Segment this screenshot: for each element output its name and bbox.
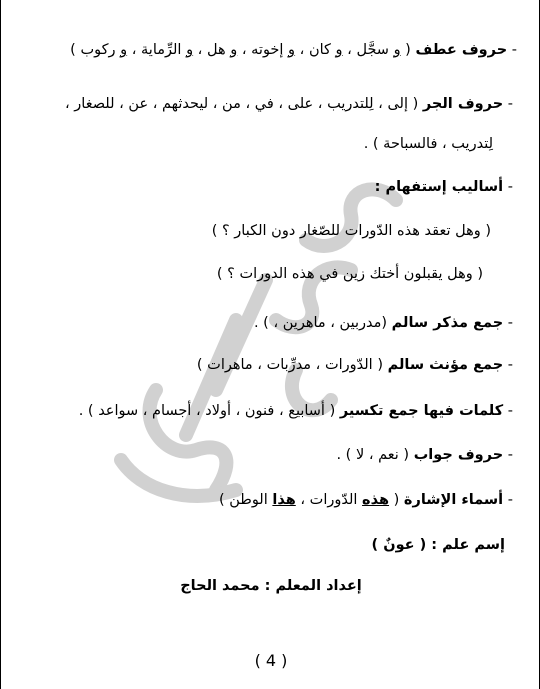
underlined-letter: لِ — [488, 136, 493, 152]
conjunctions-line — [70, 40, 517, 60]
conjunctions-label: حروف عطف — [415, 42, 508, 58]
masc-plural-line — [254, 313, 513, 333]
watermark-signature — [96, 160, 426, 530]
dash: - — [503, 447, 513, 463]
fem-plural-label: جمع مؤنث سالم — [387, 357, 504, 373]
question-1: ( وهل تعقد هذه الدّورات للصّغار دون الكبار ؟ ) — [211, 223, 491, 239]
demonstratives-line — [219, 490, 513, 510]
dash: - — [503, 357, 513, 373]
text: إخوته ، — [237, 42, 289, 58]
text: ( — [400, 42, 416, 58]
broken-plural-label: كلمات فيها جمع تكسير — [339, 403, 504, 419]
underlined-word: و — [335, 42, 343, 58]
prepared-by: إعداد المعلم : محمد الحاج — [180, 578, 362, 594]
text: تدريب ، فالسباحة ) . — [363, 136, 489, 152]
dash: - — [503, 315, 513, 331]
underlined-word: و — [120, 42, 128, 58]
dash: - — [503, 403, 513, 419]
proper-noun-label: إسم علم — [442, 537, 505, 553]
interrogatives-label: أساليب إستفهام : — [374, 179, 504, 195]
text: الدّورات ، — [295, 492, 363, 508]
text: ( إلى ، — [373, 96, 423, 112]
dash: - — [503, 96, 513, 112]
question-2: ( وهل يقبلون أختك زين في هذه الدورات ؟ ) — [216, 266, 483, 282]
answer-particles-label: حروف جواب — [413, 447, 504, 463]
proper-noun-line — [372, 535, 505, 555]
interrogatives-line — [375, 177, 513, 197]
fem-plural-line — [197, 355, 513, 375]
text: الوطن ) — [218, 492, 273, 508]
underlined-word: و — [186, 42, 194, 58]
demonstratives-label: أسماء الإشارة — [403, 492, 504, 508]
answer-particles-line — [336, 445, 513, 465]
text: ( الدّورات ، مدرِّبات ، ماهرات ) — [196, 357, 388, 373]
masc-plural-label: جمع مذكر سالم — [391, 315, 504, 331]
underlined-word: و — [230, 42, 238, 58]
text: الرِّماية ، — [127, 42, 187, 58]
prepositions-label: حروف الجر — [422, 96, 504, 112]
text: سجَّل ، — [342, 42, 394, 58]
page-number: ( 4 ) — [254, 651, 288, 670]
dash: - — [503, 179, 513, 195]
prepositions-line — [65, 94, 513, 114]
text: ( — [389, 492, 404, 508]
text: : ( عونٌ ) — [371, 537, 443, 553]
prepositions-continued — [364, 134, 493, 154]
underlined-letter: لِ — [369, 96, 374, 112]
underlined-word: و — [393, 42, 401, 58]
text: ركوب ) — [70, 42, 121, 58]
underlined-word: هذه — [362, 492, 390, 508]
text: هل ، — [193, 42, 231, 58]
text: ( نعم ، لا ) . — [336, 447, 414, 463]
dash: - — [507, 42, 517, 58]
text: كان ، — [295, 42, 336, 58]
broken-plural-line — [79, 401, 513, 421]
dash: - — [503, 492, 513, 508]
text: ( أسابيع ، فنون ، أولاد ، أجسام ، سواعد ) . — [78, 403, 340, 419]
underlined-word: و — [288, 42, 296, 58]
underlined-word: هذا — [272, 492, 296, 508]
text: لتدريب ، على ، في ، من ، ليحدثهم ، عن ، للصغار ، — [65, 96, 370, 112]
text: (مدربين ، ماهرين ، ) . — [253, 315, 392, 331]
